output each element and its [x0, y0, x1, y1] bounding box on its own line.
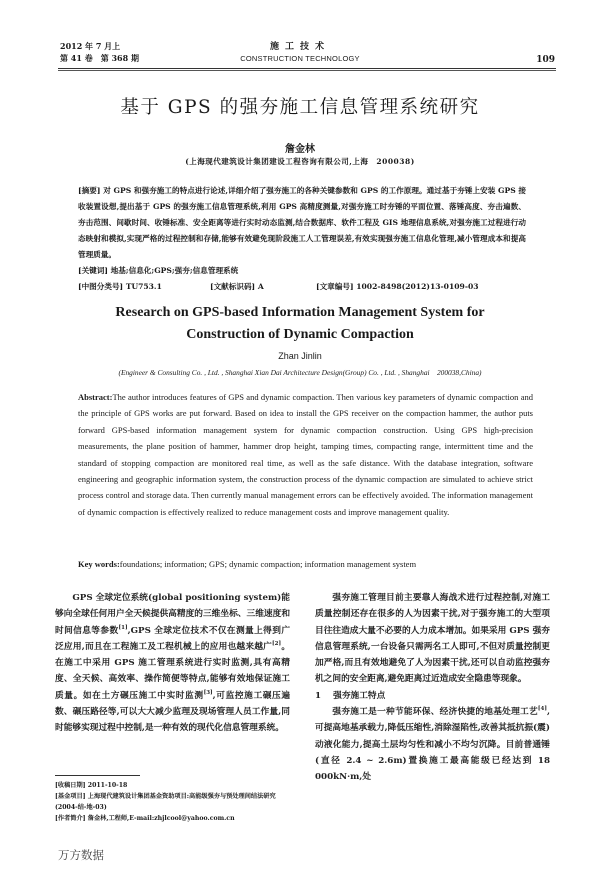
section-number: 1 [315, 690, 322, 701]
fund-label: [基金项目] [55, 793, 86, 800]
citation-ref-1[interactable]: [1] [118, 624, 128, 631]
keywords-en-label: Key words: [78, 559, 120, 569]
page-number: 109 [536, 55, 555, 65]
fund-text: 上海现代建筑设计集团基金资助项目:高能级强夯与预处理间结法研究(2004-结-地-03) [55, 793, 276, 811]
keywords-cn-label: [关键词] [78, 266, 108, 275]
abstract-cn-text: 对 GPS 和强夯施工的特点进行论述,详细介绍了强夯施工的各种关键参数和 GPS 的工作原理。通过基于夯锤上安装 GPS 接收装置设想,提出基于 GPS 的强夯施工信息管理系统,利用 GPS 高精度测量,对强夯施工时夯锤的平面位置、落锤高度、夯击遍数、夯击范围、间歇时间、收锤标准、安全距离等进行实时动态监测,结合数据库、软件工程及 GIS 地理信息系统,对强夯施工过程进行动态映射和模拟,实现严格的过程控制和存储,能够有效避免现阶段施工人工管理误差,有效实现强夯施工信息化管理,减小管理成本和提高管理质量。 [78, 186, 526, 259]
doc-code-value: A [257, 282, 264, 291]
affiliation-en: (Engineer & Consulting Co. , Ltd. , Shanghai Xian Dai Architecture Design(Group) Co. , Ltd. , Shanghai 200038,China) [118, 368, 482, 377]
author-info-text: 詹金林,工程师,E-mail:zhjlcool@yahoo.com.cn [87, 815, 235, 822]
author-name-cn: 詹金林 [285, 144, 315, 155]
intro-paragraph [55, 590, 290, 737]
clc-label: [中图分类号] [78, 282, 124, 291]
abstract-en-label: Abstract: [78, 392, 113, 402]
footnote-divider [55, 775, 140, 776]
doc-code-label: [文献标识码] [210, 282, 256, 291]
received-date: 2011-10-18 [87, 782, 128, 789]
clc-value: TU753.1 [125, 282, 162, 291]
citation-ref-2[interactable]: [2] [272, 641, 282, 647]
section-title: 强夯施工特点 [333, 690, 386, 701]
journal-name-cn: 施工技术 [269, 42, 330, 52]
section1-text-part2: ,可提高地基承载力,降低压缩性,消除湿陷性,改善其抵抗振(震)动液化能力,提高土层均匀性和减小不均匀沉降。目前普通锤(直径 2.4 ~ 2.6m)置换施工最高能级已经达到 18 000kN·m,处 [315, 707, 550, 783]
section1-paragraph [315, 704, 550, 785]
abstract-cn [78, 183, 526, 263]
citation-ref-3[interactable]: [3] [203, 689, 213, 696]
section1-text-part1: 强夯施工是一种节能环保、经济快捷的地基处理工艺 [332, 707, 538, 718]
header-divider [58, 68, 556, 71]
citation-ref-4[interactable]: [4] [537, 706, 547, 713]
intro-text-part1: GPS 全球定位系统(global positioning system)能够向全球任何用户全天候提供高精度的三维坐标、三维速度和时间信息等参数 [55, 593, 290, 636]
body-column-left [55, 590, 290, 737]
article-title-en [0, 302, 600, 346]
footnote-received [55, 780, 295, 791]
abstract-en [78, 389, 533, 520]
journal-name-en: CONSTRUCTION TECHNOLOGY [240, 54, 360, 63]
title-en-line2: Construction of Dynamic Compaction [186, 327, 414, 342]
keywords-en-text: foundations; information; GPS; dynamic compaction; information management system [119, 559, 417, 569]
volume-issue: 第 41 卷 第 368 期 [60, 53, 139, 63]
article-no-label: [文章编号] [316, 282, 354, 291]
author-name-en: Zhan Jinlin [278, 351, 322, 361]
footnote-author-info [55, 813, 295, 824]
abstract-cn-label: [摘要] [78, 186, 101, 195]
article-title-cn: 基于 GPS 的强夯施工信息管理系统研究 [120, 97, 480, 118]
keywords-cn-text: 地基;信息化;GPS;强夯;信息管理系统 [110, 266, 239, 275]
author-info-label: [作者简介] [55, 815, 86, 822]
footnote [55, 780, 295, 824]
footnote-fund [55, 791, 295, 813]
keywords-cn [78, 263, 238, 279]
clc-number [78, 279, 162, 295]
received-label: [收稿日期] [55, 782, 86, 789]
title-en-line1: Research on GPS-based Information Management System for [115, 305, 485, 320]
section-heading-1 [315, 688, 550, 704]
journal-issue-info [60, 40, 139, 64]
management-paragraph: 强夯施工管理目前主要靠人海战术进行过程控制,对施工质量控制还存在很多的人为因素干扰,对于强夯施工的大型项目往往造成大量不必要的人力成本增加。如果采用 GPS 强夯信息管理系统,一台设备只需两名工人即可,不但对质量控制更加严格,而且有效地避免了人为因素干扰,还可以自动监控强夯机之间的安全距离,避免距离过近造成安全隐患等现象。 [315, 593, 550, 685]
wanfang-watermark: 万方数据 [58, 848, 104, 862]
intro-text-part2: ,GPS 全球定位技术不仅在测量上得到广泛应用,而且在工程施工及工程机械上的应用也越来越广 [55, 625, 291, 652]
issue-date: 2012 年 7 月上 [60, 41, 121, 51]
intro-text-part3: 。在施工中采用 GPS 施工管理系统进行实时监测,具有高精度、全天候、高效率、操作简便等特点,能够有效地保证施工质量。如在土方碾压施工中实时监测 [55, 641, 291, 701]
intro-text-part4: ,可监控施工碾压遍数、碾压路径等,可以大大减少监理及现场管理人员工作量,同时能够实现过程中控制,是一种有效的现代化信息管理系统。 [55, 690, 291, 734]
body-column-right [315, 590, 550, 786]
journal-name [200, 41, 400, 65]
keywords-en [78, 556, 533, 572]
article-metadata-cn [78, 263, 538, 295]
article-no-value: 1002-8498(2012)13-0109-03 [356, 282, 479, 291]
affiliation-cn: (上海现代建筑设计集团建设工程咨询有限公司,上海 200038) [185, 157, 415, 166]
document-code [210, 279, 264, 295]
abstract-en-text: The author introduces features of GPS and dynamic compaction. Then various key parameters of dynamic compaction and the principle of GPS works are put forward. Based on idea to install the GPS receiver on the compaction hammer, the author puts forward GPS-based information management system for dynamic compaction construction. Using GPS high-precision measurements, the plane position of hammer, hammer drop height, tamping times, compacting range, intermittent time and the standard of stopping compaction are monitored real time, as well as the safe distance. With the database integration, software engineering and geographic information system, the construction process of the dynamic compaction are simulated to achieve strict process control and storage data. Then currently manual management errors can be effectively avoided. The information management of dynamic compaction is effectively realized to reduce management costs and improve management quality. [78, 392, 533, 517]
article-number [316, 279, 479, 295]
